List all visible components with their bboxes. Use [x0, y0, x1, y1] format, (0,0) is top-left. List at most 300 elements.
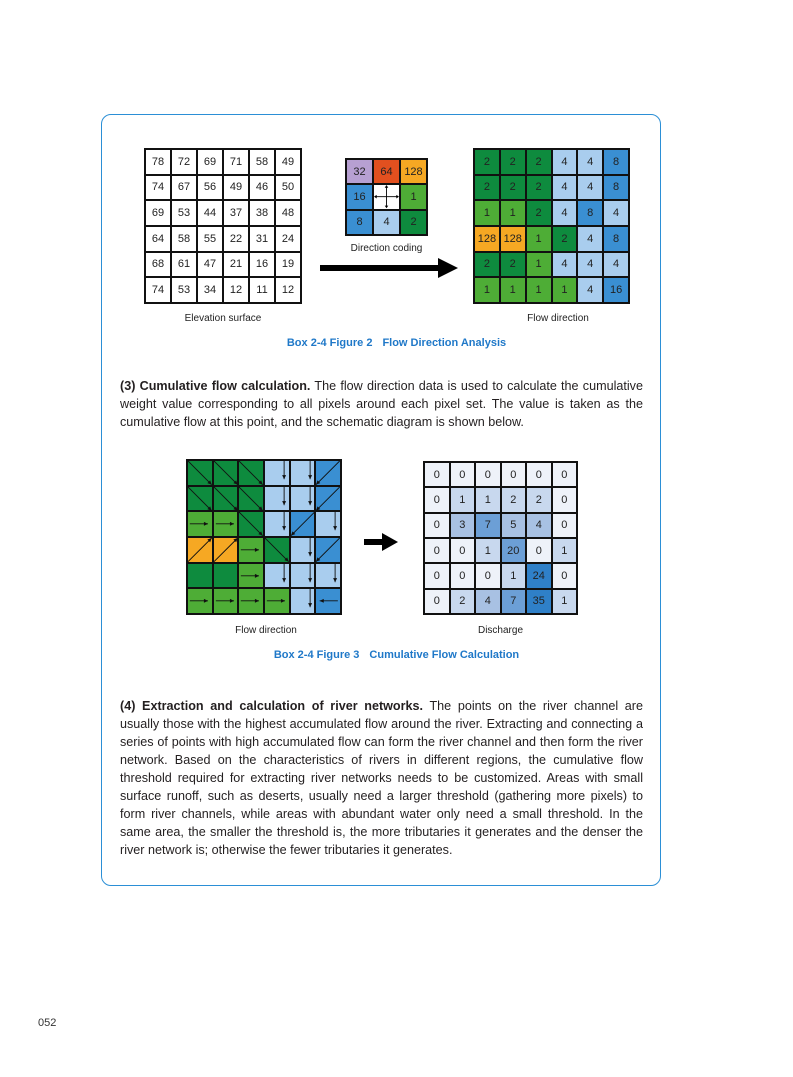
cell-value: 1 [535, 284, 542, 297]
grid-cell [577, 200, 603, 226]
right-arrow-icon [364, 533, 398, 551]
arrow-icon [316, 589, 340, 613]
cell-value: 8 [613, 181, 620, 194]
grid-cell [603, 200, 629, 226]
cell-value: 46 [255, 181, 269, 194]
paragraph-cumulative-flow [120, 377, 643, 431]
grid-cell [450, 513, 476, 538]
arrow-icon [188, 538, 212, 562]
cell-value: 4 [613, 207, 620, 220]
arrow-icon [291, 538, 315, 562]
grid-cell [249, 252, 275, 278]
cell-value: 4 [587, 181, 594, 194]
cell-value: 61 [177, 258, 191, 271]
arrow-icon [316, 487, 340, 511]
grid-cell [526, 252, 552, 278]
caption-number: Box 2-4 Figure 3 [273, 649, 360, 661]
figure-3-caption [0, 649, 793, 661]
grid-cell [475, 462, 501, 487]
cell-value: 16 [353, 190, 366, 203]
grid-cell [526, 487, 552, 512]
grid-cell [450, 538, 476, 563]
grid-cell [197, 277, 223, 303]
cell-value: 8 [613, 232, 620, 245]
grid-cell [552, 277, 578, 303]
elevation-grid [144, 148, 302, 304]
arrow-icon [239, 564, 263, 588]
cell-value: 0 [561, 493, 568, 506]
grid-cell [171, 175, 197, 201]
grid-cell [526, 175, 552, 201]
grid-cell [501, 487, 527, 512]
grid-cell [552, 513, 578, 538]
grid-cell [500, 175, 526, 201]
grid-cell [223, 175, 249, 201]
arrow-icon [214, 538, 238, 562]
grid-cell [171, 149, 197, 175]
flow-arrow-cell [187, 537, 213, 563]
flow-arrow-cell [315, 588, 341, 614]
cell-value: 55 [203, 232, 217, 245]
cell-value: 1 [509, 207, 516, 220]
grid-cell [552, 226, 578, 252]
flow-arrow-cell [264, 486, 290, 512]
cell-value: 1 [483, 284, 490, 297]
cell-value: 1 [484, 493, 491, 506]
grid-cell [552, 252, 578, 278]
grid-cell [526, 538, 552, 563]
cell-value: 2 [535, 181, 542, 194]
cell-value: 74 [151, 284, 165, 297]
grid-cell [249, 226, 275, 252]
flow-arrow-cell [290, 563, 316, 589]
cell-value: 16 [609, 284, 623, 297]
cell-value: 49 [229, 181, 243, 194]
grid-cell [275, 252, 301, 278]
cell-value: 8 [613, 155, 620, 168]
flow-arrow-cell [315, 537, 341, 563]
cell-value: 78 [151, 155, 165, 168]
cell-value: 35 [532, 595, 545, 608]
grid-cell [501, 513, 527, 538]
grid-cell [474, 149, 500, 175]
cell-value: 1 [410, 190, 417, 203]
grid-cell [450, 487, 476, 512]
cell-value: 11 [256, 284, 268, 297]
page-number: 052 [38, 1017, 57, 1029]
grid-cell [424, 563, 450, 588]
grid-cell [346, 184, 373, 209]
arrow-icon [291, 589, 315, 613]
arrow-icon [316, 461, 340, 485]
cell-value: 128 [404, 165, 423, 178]
grid-cell [552, 175, 578, 201]
cell-value: 69 [203, 155, 217, 168]
cell-value: 56 [203, 181, 217, 194]
cell-value: 0 [433, 468, 440, 481]
grid-cell [450, 563, 476, 588]
cell-value: 4 [561, 258, 568, 271]
cell-value: 32 [353, 165, 366, 178]
cell-value: 58 [177, 232, 191, 245]
grid-cell [145, 175, 171, 201]
arrow-icon [188, 487, 212, 511]
grid-cell [603, 277, 629, 303]
cell-value: 50 [281, 181, 295, 194]
flow-arrow-cell [290, 588, 316, 614]
arrow-icon [265, 512, 289, 536]
grid-cell [526, 513, 552, 538]
paragraph-heading: (3) Cumulative flow calculation. [120, 379, 311, 393]
grid-cell [373, 210, 400, 235]
cell-value: 0 [484, 468, 491, 481]
grid-cell [223, 252, 249, 278]
cell-value: 0 [433, 595, 440, 608]
flow-arrow-cell [290, 537, 316, 563]
cell-value: 74 [151, 181, 165, 194]
arrow-icon [239, 461, 263, 485]
cell-value: 2 [535, 207, 542, 220]
flow-direction-label-fig3: Flow direction [235, 625, 297, 636]
grid-cell [275, 149, 301, 175]
flow-arrow-cell [213, 537, 239, 563]
flow-arrow-cell [264, 588, 290, 614]
arrow-icon [188, 589, 212, 613]
arrow-icon [316, 564, 340, 588]
arrow-icon [291, 512, 315, 536]
cell-value: 34 [203, 284, 217, 297]
cell-value: 8 [587, 207, 594, 220]
cell-value: 0 [459, 544, 466, 557]
direction-coding-grid [345, 158, 428, 236]
cell-value: 16 [255, 258, 269, 271]
arrow-icon [214, 589, 238, 613]
grid-cell [400, 159, 427, 184]
grid-cell [526, 200, 552, 226]
arrow-icon [265, 538, 289, 562]
grid-cell [275, 175, 301, 201]
grid-cell [500, 226, 526, 252]
grid-cell [171, 200, 197, 226]
grid-cell [500, 200, 526, 226]
cell-value: 1 [509, 284, 516, 297]
arrow-icon [188, 512, 212, 536]
cell-value: 12 [281, 284, 295, 297]
grid-cell [577, 175, 603, 201]
flow-arrow-cell [264, 511, 290, 537]
caption-title: Cumulative Flow Calculation [369, 649, 520, 661]
cell-value: 0 [535, 544, 542, 557]
cell-value: 1 [484, 544, 491, 557]
cell-value: 7 [510, 595, 517, 608]
cell-value: 67 [177, 181, 191, 194]
flow-arrow-cell [238, 460, 264, 486]
grid-cell [501, 563, 527, 588]
cell-value: 24 [281, 232, 295, 245]
grid-cell [223, 226, 249, 252]
grid-cell [603, 149, 629, 175]
paragraph-heading: (4) Extraction and calculation of river networks. [120, 699, 424, 713]
cell-value: 1 [459, 493, 466, 506]
grid-cell [552, 200, 578, 226]
grid-cell [450, 462, 476, 487]
cell-value: 0 [433, 493, 440, 506]
figure-2-caption [0, 337, 793, 349]
cell-value: 0 [510, 468, 517, 481]
grid-cell [145, 200, 171, 226]
cell-value: 3 [459, 519, 466, 532]
cell-value: 128 [503, 232, 522, 245]
cell-value: 2 [410, 216, 417, 229]
cell-value: 64 [151, 232, 165, 245]
flow-arrow-cell [187, 588, 213, 614]
flow-arrow-cell [315, 511, 341, 537]
arrow-icon [316, 512, 340, 536]
grid-cell [474, 252, 500, 278]
grid-cell [223, 277, 249, 303]
grid-cell [275, 226, 301, 252]
cell-value: 1 [561, 544, 568, 557]
arrow-icon [239, 589, 263, 613]
grid-cell [577, 252, 603, 278]
cell-value: 44 [203, 207, 217, 220]
grid-cell [249, 149, 275, 175]
grid-cell [346, 210, 373, 235]
cell-value: 64 [380, 165, 393, 178]
grid-cell [552, 462, 578, 487]
grid-cell [213, 563, 239, 589]
cell-value: 4 [587, 258, 594, 271]
grid-cell [475, 513, 501, 538]
flow-arrow-cell [264, 537, 290, 563]
grid-cell [187, 563, 213, 589]
right-arrow-icon [320, 258, 458, 278]
grid-cell [474, 226, 500, 252]
grid-cell [552, 149, 578, 175]
grid-cell [249, 175, 275, 201]
grid-cell [197, 175, 223, 201]
flow-arrow-cell [290, 486, 316, 512]
grid-cell [474, 277, 500, 303]
grid-cell [577, 277, 603, 303]
cell-value: 31 [255, 232, 269, 245]
flow-arrow-cell [238, 486, 264, 512]
grid-cell [526, 277, 552, 303]
cell-value: 48 [281, 207, 295, 220]
grid-cell [552, 589, 578, 614]
cell-value: 19 [281, 258, 295, 271]
arrow-icon [265, 487, 289, 511]
arrow-icon [265, 589, 289, 613]
cell-value: 2 [535, 493, 542, 506]
flow-arrows-grid [186, 459, 342, 615]
flow-arrow-cell [264, 460, 290, 486]
cell-value: 24 [532, 569, 545, 582]
arrow-icon [265, 461, 289, 485]
arrow-icon [291, 564, 315, 588]
arrow-icon [239, 512, 263, 536]
cell-value: 12 [229, 284, 243, 297]
cell-value: 1 [561, 284, 568, 297]
grid-cell [197, 226, 223, 252]
cell-value: 2 [509, 181, 516, 194]
elevation-label: Elevation surface [184, 313, 262, 324]
flow-arrow-cell [213, 588, 239, 614]
arrow-icon [291, 487, 315, 511]
cell-value: 2 [483, 181, 490, 194]
cell-value: 0 [433, 569, 440, 582]
grid-cell [275, 200, 301, 226]
grid-cell [474, 200, 500, 226]
grid-cell [603, 175, 629, 201]
flow-arrow-cell [290, 460, 316, 486]
cell-value: 1 [535, 258, 542, 271]
grid-cell [373, 159, 400, 184]
cell-value: 4 [587, 284, 594, 297]
cell-value: 1 [535, 232, 542, 245]
caption-number: Box 2-4 Figure 2 [286, 337, 373, 349]
grid-cell [145, 149, 171, 175]
grid-cell [197, 200, 223, 226]
grid-cell [526, 149, 552, 175]
arrow-icon [239, 538, 263, 562]
cell-value: 2 [535, 155, 542, 168]
flow-arrow-cell [213, 486, 239, 512]
grid-cell [197, 252, 223, 278]
arrow-icon [214, 461, 238, 485]
grid-cell [552, 538, 578, 563]
cell-value: 1 [510, 569, 517, 582]
grid-cell [577, 226, 603, 252]
grid-cell [249, 277, 275, 303]
grid-cell [197, 149, 223, 175]
cell-value: 38 [255, 207, 269, 220]
flow-arrow-cell [238, 511, 264, 537]
cell-value: 1 [483, 207, 490, 220]
arrow-icon [291, 461, 315, 485]
grid-cell [400, 210, 427, 235]
flow-arrow-cell [238, 537, 264, 563]
grid-cell [171, 226, 197, 252]
grid-cell [145, 277, 171, 303]
cell-value: 53 [177, 207, 191, 220]
grid-cell [552, 563, 578, 588]
flow-direction-grid [473, 148, 630, 304]
cell-value: 4 [587, 155, 594, 168]
cell-value: 0 [535, 468, 542, 481]
cell-value: 53 [177, 284, 191, 297]
grid-cell [475, 487, 501, 512]
grid-cell [603, 252, 629, 278]
flow-arrow-cell [315, 563, 341, 589]
cell-value: 0 [561, 569, 568, 582]
cell-value: 72 [177, 155, 191, 168]
grid-cell [171, 252, 197, 278]
grid-cell [474, 175, 500, 201]
grid-cell [475, 563, 501, 588]
cell-value: 0 [561, 468, 568, 481]
cell-value: 68 [151, 258, 165, 271]
grid-cell [171, 277, 197, 303]
cell-value: 2 [509, 155, 516, 168]
cell-value: 2 [483, 258, 490, 271]
grid-cell [346, 159, 373, 184]
paragraph-river-networks [120, 697, 643, 859]
flow-arrow-cell [315, 460, 341, 486]
cell-value: 1 [561, 595, 568, 608]
cell-value: 2 [483, 155, 490, 168]
paragraph-body: The flow direction data is used to calculate the cumulative weight value corresponding to all pixels around each pixel set. The value is taken as the cumulative flow at this point, and the schematic diagram is shown below. [120, 379, 643, 429]
grid-cell [275, 277, 301, 303]
flow-arrow-cell [213, 511, 239, 537]
cell-value: 0 [433, 544, 440, 557]
grid-cell [526, 462, 552, 487]
grid-cell [424, 589, 450, 614]
flow-arrow-cell [187, 460, 213, 486]
cell-value: 2 [459, 595, 466, 608]
cell-value: 4 [484, 595, 491, 608]
grid-cell [424, 462, 450, 487]
grid-cell [501, 589, 527, 614]
cell-value: 7 [484, 519, 491, 532]
discharge-label: Discharge [477, 625, 524, 636]
flow-arrow-cell [238, 563, 264, 589]
cell-value: 4 [613, 258, 620, 271]
grid-cell [526, 226, 552, 252]
flow-arrow-cell [290, 511, 316, 537]
grid-cell [424, 538, 450, 563]
cell-value: 71 [229, 155, 243, 168]
arrow-icon [188, 461, 212, 485]
arrow-icon [316, 538, 340, 562]
cell-value: 20 [507, 544, 520, 557]
cell-value: 49 [281, 155, 295, 168]
grid-cell [475, 538, 501, 563]
cell-value: 4 [383, 216, 390, 229]
arrow-icon [239, 487, 263, 511]
grid-cell [501, 462, 527, 487]
center-cell-arrows-icon [373, 184, 400, 209]
arrow-icon [214, 512, 238, 536]
grid-cell [526, 589, 552, 614]
grid-cell [145, 226, 171, 252]
flow-arrow-cell [315, 486, 341, 512]
cell-value: 22 [229, 232, 243, 245]
cell-value: 37 [229, 207, 243, 220]
cell-value: 4 [587, 232, 594, 245]
cell-value: 21 [229, 258, 243, 271]
arrow-icon [265, 564, 289, 588]
cell-value: 4 [561, 207, 568, 220]
grid-cell [500, 149, 526, 175]
grid-cell [223, 200, 249, 226]
flow-direction-label: Flow direction [527, 313, 589, 324]
cell-value: 0 [459, 468, 466, 481]
cell-value: 47 [203, 258, 217, 271]
cell-value: 69 [151, 207, 165, 220]
grid-cell [526, 563, 552, 588]
cell-value: 2 [509, 258, 516, 271]
cell-value: 128 [477, 232, 497, 245]
cell-value: 0 [561, 519, 568, 532]
cell-value: 4 [561, 155, 568, 168]
paragraph-body: The points on the river channel are usually those with the highest accumulated flow around the river. Extracting and connecting a series of points with high accumulated flow can form the river channel and then form the river network. Based on the characteristics of rivers in different regions, the cumulative flow threshold required for extracting river networks needs to be customized. Areas with small surface runoff, such as deserts, usually need a larger threshold (gathering more pixels) to form river channels, while areas with abundant water only need a small threshold. In the same area, the smaller the threshold is, the more tributaries it generates and the denser the river network is; otherwise the fewer tributaries it generates. [120, 699, 643, 857]
cell-value: 4 [561, 181, 568, 194]
grid-cell [400, 184, 427, 209]
cell-value: 4 [535, 519, 542, 532]
grid-cell [603, 226, 629, 252]
grid-cell [501, 538, 527, 563]
